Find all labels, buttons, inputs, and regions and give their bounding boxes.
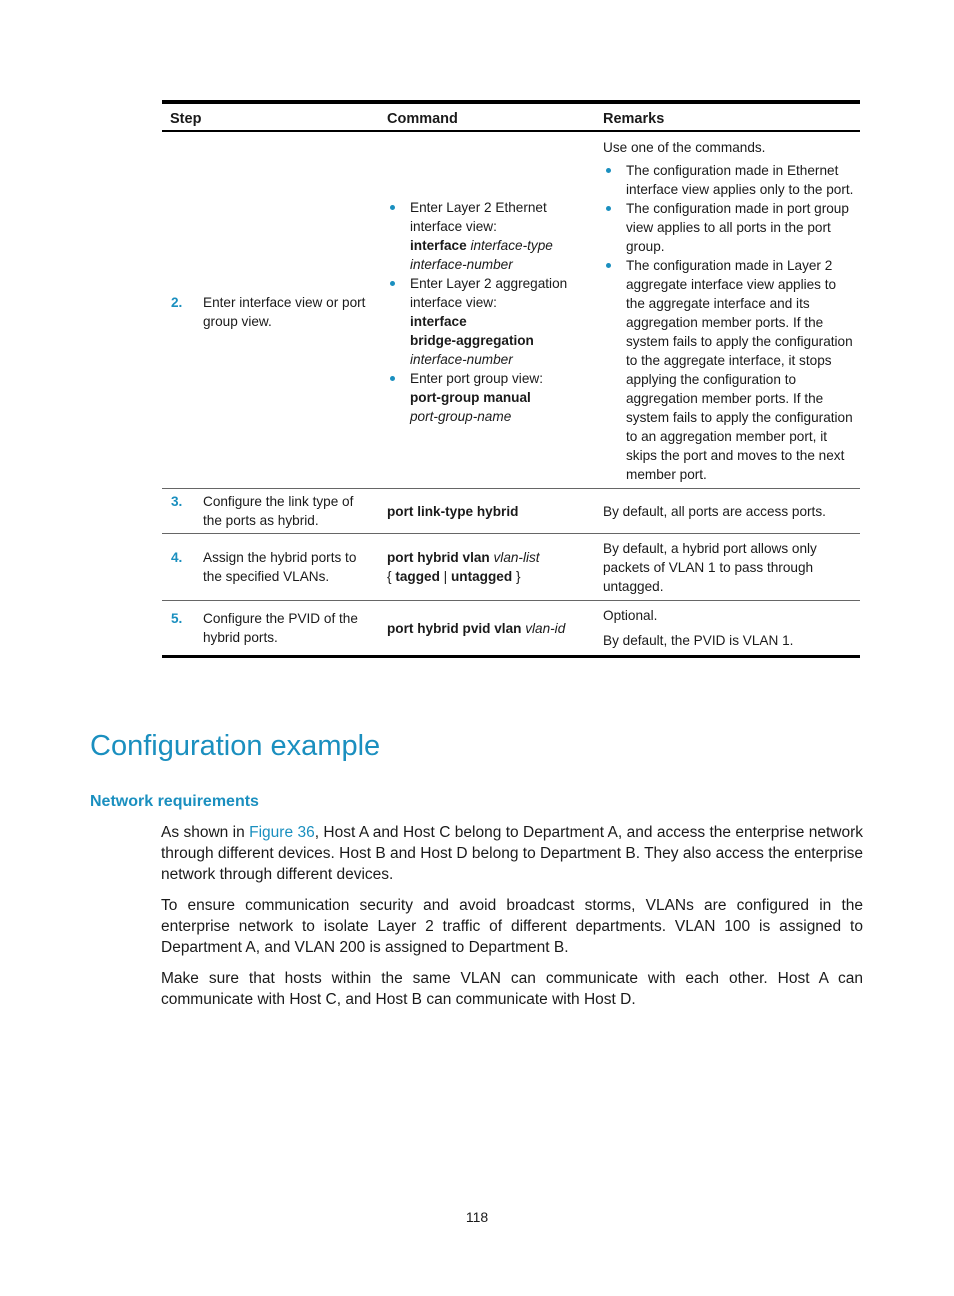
- table-row-step-2: [162, 131, 860, 489]
- remarks-intro: Use one of the commands.: [603, 140, 766, 155]
- remarks-text: By default, a hybrid port allows only packets of VLAN 1 to pass through untagged.: [603, 540, 817, 594]
- list-item: The configuration made in Layer 2 aggregate interface view applies to the aggregate interface and its aggregation member ports. If the system fails to apply the configuration to the aggregate interface, it stops applying the configuration to aggregation member ports. If the system fails to apply the configuration to an aggregation member port, it skips the port and moves to the next member port.: [603, 256, 854, 484]
- command-keyword: port hybrid pvid vlan: [387, 620, 522, 636]
- list-item: Enter Layer 2 Ethernet interface view: interface interface-type interface-number: [387, 198, 589, 274]
- command-keyword: interface: [410, 314, 467, 329]
- step-number: 4.: [171, 550, 183, 565]
- paragraph: Make sure that hosts within the same VLAN can communicate with each other. Host A can communicate with Host C, and Host B can communicate with Host D.: [161, 970, 863, 1008]
- list-item: The configuration made in Ethernet interface view applies only to the port.: [603, 161, 854, 199]
- step-description: Configure the PVID of the hybrid ports.: [203, 611, 358, 645]
- command-argument: interface-number: [410, 352, 513, 367]
- list-item: The configuration made in port group view applies to all ports in the port group.: [603, 199, 854, 256]
- page-number: 118: [465, 1209, 489, 1225]
- remarks-text: Optional.: [603, 608, 658, 623]
- step-number: 5.: [171, 611, 183, 626]
- command-keyword: interface: [410, 238, 467, 253]
- table-header-row: [162, 102, 860, 131]
- command-argument: vlan-id: [525, 620, 566, 636]
- command-argument: interface-type interface-number: [410, 238, 553, 272]
- command-argument: vlan-list: [493, 550, 540, 565]
- command-option: tagged: [395, 569, 440, 584]
- command-keyword: port-group manual: [410, 390, 531, 405]
- section-title: Configuration example: [90, 730, 381, 762]
- command-list: [387, 198, 589, 426]
- table-row-step-4: 4. Assign the hybrid ports to the specified VLANs. port hybrid vlan vlan-list { tagged | untagged } By default, a hybrid port allows only packets of VLAN 1 to pass through untagged.: [162, 534, 860, 601]
- remarks-list: [603, 161, 854, 484]
- step-description: Enter interface view or port group view.: [203, 295, 366, 329]
- remarks-text: By default, the PVID is VLAN 1.: [603, 633, 794, 648]
- command-argument: port-group-name: [410, 409, 512, 424]
- list-item: Enter Layer 2 aggregation interface view: interface bridge-aggregation interface-number: [387, 274, 589, 369]
- paragraph: As shown in Figure 36, Host A and Host C belong to Department A, and access the enterprise network through different devices. Host B and Host D belong to Department B. They also access the enterprise network through different devices.: [161, 824, 864, 883]
- table-row-step-5: [162, 601, 860, 657]
- command-option: untagged: [450, 569, 513, 584]
- step-description: Configure the link type of the ports as hybrid.: [203, 494, 354, 528]
- header-step: Step: [162, 102, 379, 131]
- command-keyword: bridge-aggregation: [410, 333, 534, 348]
- paragraph: To ensure communication security and avoid broadcast storms, VLANs are configured in the enterprise network to isolate Layer 2 traffic of different departments. VLAN 100 is assigned to Department A, and VLAN 200 is assigned to Department B.: [161, 897, 863, 956]
- command-keyword: port link-type hybrid: [387, 503, 519, 519]
- configuration-steps-table: [162, 100, 860, 658]
- step-number: 2.: [171, 295, 183, 310]
- subsection-title: Network requirements: [90, 793, 259, 810]
- step-number: 3.: [171, 494, 183, 509]
- step-description: Assign the hybrid ports to the specified VLANs.: [203, 550, 357, 584]
- header-command: Command: [379, 102, 595, 131]
- body-text: [161, 822, 863, 1020]
- list-item: Enter port group view: port-group manual port-group-name: [387, 369, 589, 426]
- header-remarks: Remarks: [595, 102, 860, 131]
- table-row-step-3: [162, 489, 860, 534]
- figure-link[interactable]: Figure 36: [249, 824, 315, 841]
- command-keyword: port hybrid vlan: [387, 550, 490, 565]
- remarks-text: By default, all ports are access ports.: [603, 503, 826, 519]
